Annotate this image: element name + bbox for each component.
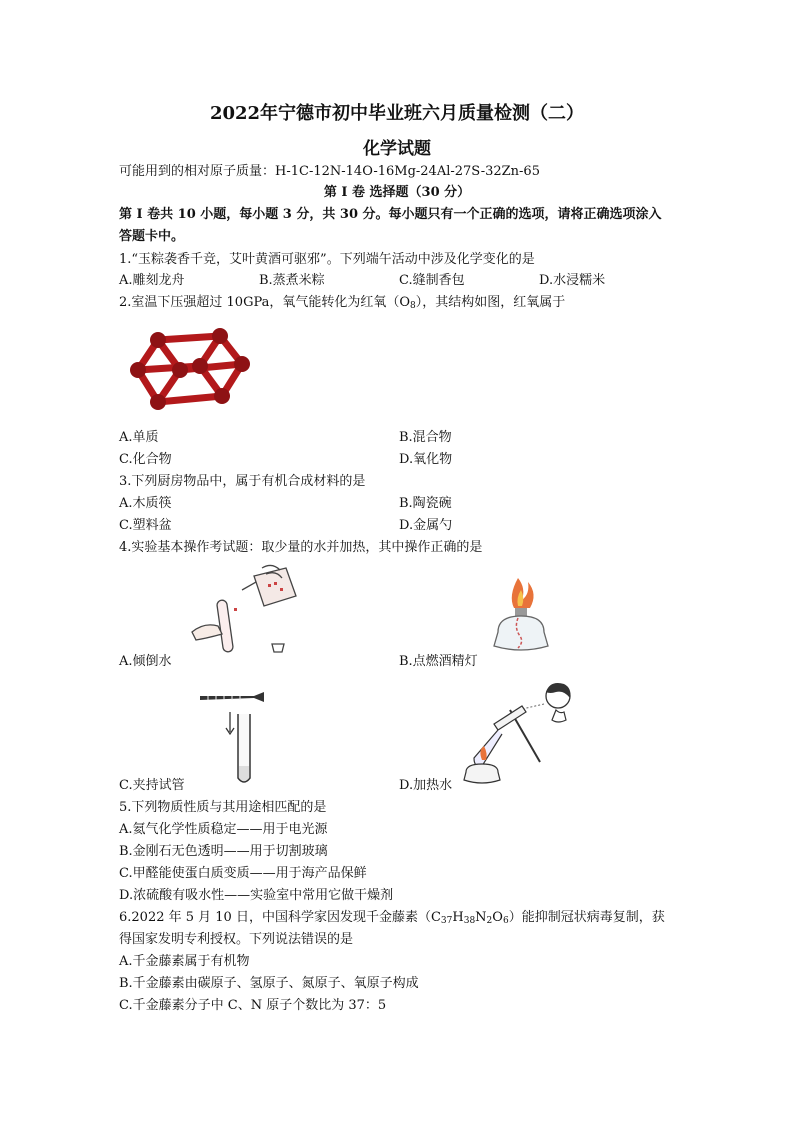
q5-option-b: B.金刚石无色透明——用于切割玻璃: [119, 844, 328, 859]
q6-option-a: A.千金藤素属于有机物: [119, 954, 250, 969]
section-instruction-line1: 第 I 卷共 10 小题，每小题 3 分，共 30 分。每小题只有一个正确的选项，请将正确选项涂入: [119, 207, 662, 222]
q2-option-d: D.氧化物: [399, 452, 453, 467]
q3-option-d: D.金属勺: [399, 518, 453, 533]
q3-option-c: C.塑料盆: [119, 518, 172, 533]
q6-stem-line2: 得国家发明专利授权。下列说法错误的是: [119, 932, 354, 947]
q3-option-a: A.木质筷: [119, 496, 172, 511]
q6-stem: 6.2022 年 5 月 10 日，中国科学家因发现千金藤素$(C_{37}H_{38}N_2O_6)$能抑制冠状病毒复制，获: [119, 910, 665, 926]
q2-option-c: C.化合物: [119, 452, 172, 467]
q1-option-b: B.蒸煮米粽: [259, 273, 325, 288]
q3-option-b: B.陶瓷碗: [399, 496, 452, 511]
q5-stem: 5.下列物质性质与其用途相匹配的是: [119, 800, 327, 815]
section-instruction-line2: 答题卡中。: [119, 229, 185, 244]
q2-stem: 2.室温下压强超过 10GPa，氧气能转化为红氧$(O_8)$，其结构如图，红氧属于: [119, 295, 566, 311]
q5-option-a: A.氦气化学性质稳定——用于电光源: [119, 822, 328, 837]
q1-option-c: C.缝制香包: [399, 273, 465, 288]
q5-option-c: C.甲醛能使蛋白质变质——用于海产品保鲜: [119, 866, 367, 881]
pour-water-image: [182, 562, 302, 666]
q6-option-c: C.千金藤素分子中 C、N 原子个数比为 37：5: [119, 998, 387, 1013]
test-tube-clamp-image: [198, 690, 268, 786]
q1-option-a: A.雕刻龙舟: [119, 273, 185, 288]
atomic-mass-note: 可能用到的相对原子质量：H-1C-12N-14O-16Mg-24Al-27S-32Zn-65: [119, 164, 540, 179]
q4-option-b: B.点燃酒精灯: [399, 654, 478, 669]
alcohol-lamp-image: [488, 572, 554, 654]
q3-stem: 3.下列厨房物品中，属于有机合成材料的是: [119, 474, 366, 489]
exam-title: 2022年宁德市初中毕业班六月质量检测（二）: [209, 103, 585, 124]
q2-option-b: B.混合物: [399, 430, 452, 445]
q4-stem: 4.实验基本操作考试题：取少量的水并加热，其中操作正确的是: [119, 540, 483, 555]
q5-option-d: D.浓硫酸有吸水性——实验室中常用它做干燥剂: [119, 888, 394, 903]
red-oxygen-structure-image: [128, 326, 250, 418]
q1-option-d: D.水浸糯米: [539, 273, 606, 288]
q6-option-b: B.千金藤素由碳原子、氢原子、氮原子、氧原子构成: [119, 976, 419, 991]
section-heading: 第 I 卷 选择题（30 分）: [323, 185, 471, 200]
exam-subtitle: 化学试题: [363, 139, 431, 159]
q4-option-d: D.加热水: [399, 778, 453, 793]
q1-stem: 1.“玉粽袭香千竞，艾叶黄酒可驱邪”。下列端午活动中涉及化学变化的是: [119, 252, 535, 267]
q4-option-a: A.倾倒水: [119, 654, 172, 669]
q4-option-c: C.夹持试管: [119, 778, 185, 793]
q2-option-a: A.单质: [119, 430, 159, 445]
heating-water-image: [460, 680, 588, 788]
